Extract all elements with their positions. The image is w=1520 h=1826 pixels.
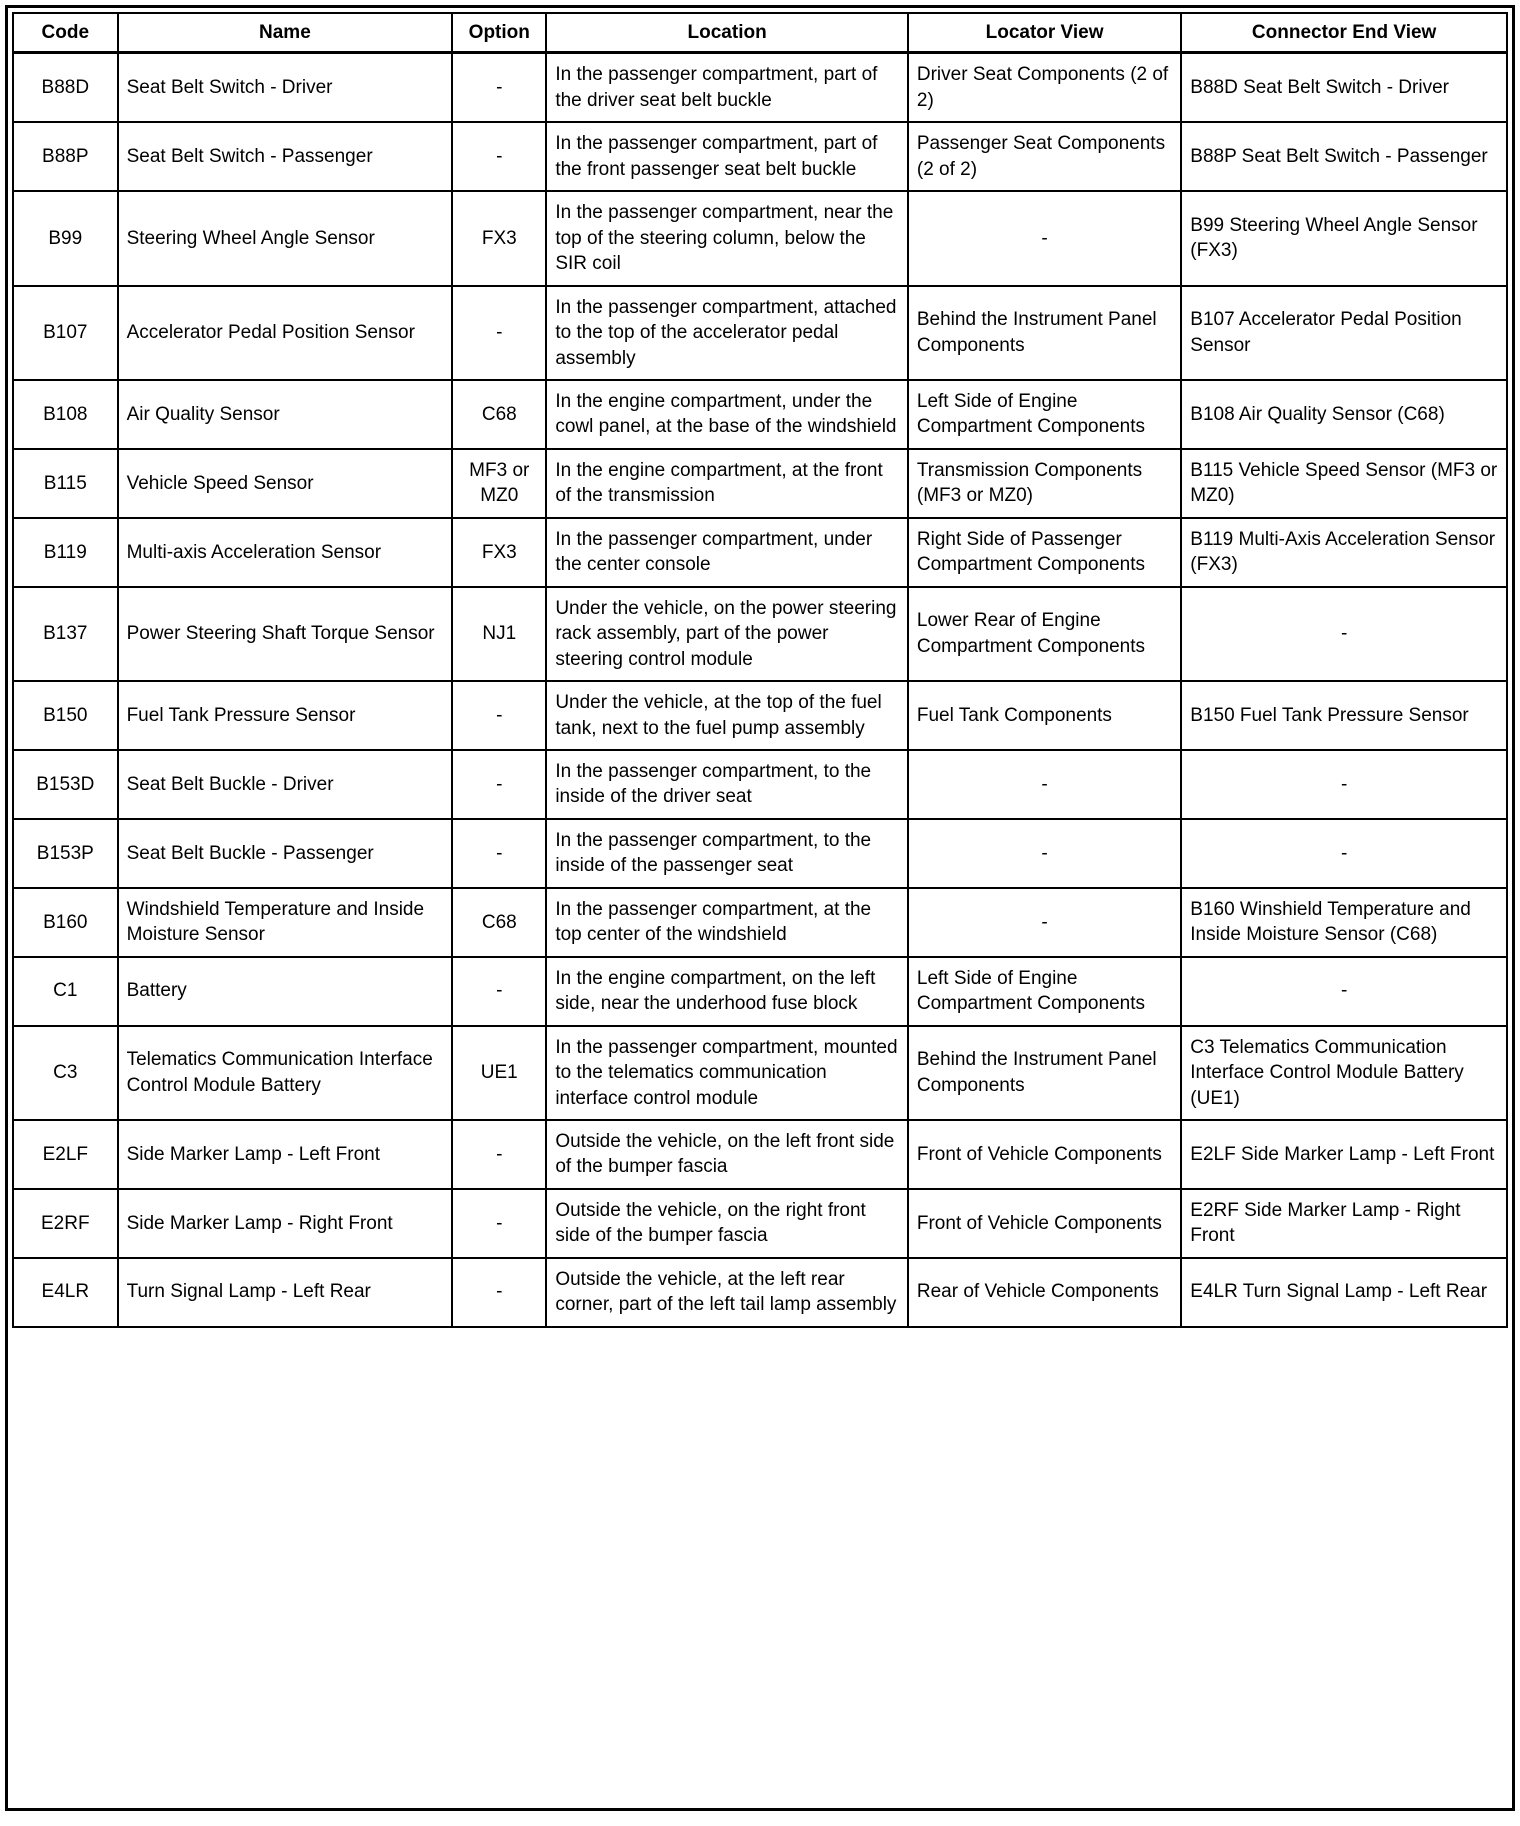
- cell-option: FX3: [452, 191, 546, 285]
- table-row: [13, 380, 1507, 449]
- table-row: [13, 587, 1507, 681]
- cell-locator-view: -: [908, 750, 1181, 819]
- cell-location: In the passenger compartment, at the top center of the windshield: [546, 888, 908, 957]
- cell-connector-end-view: B160 Winshield Temperature and Inside Moisture Sensor (C68): [1181, 888, 1507, 957]
- cell-connector-end-view: -: [1181, 957, 1507, 1026]
- cell-locator-view: Behind the Instrument Panel Components: [908, 1026, 1181, 1120]
- cell-connector-end-view: E2RF Side Marker Lamp - Right Front: [1181, 1189, 1507, 1258]
- cell-code: B153P: [13, 819, 118, 888]
- cell-connector-end-view: B99 Steering Wheel Angle Sensor (FX3): [1181, 191, 1507, 285]
- table-row: [13, 1120, 1507, 1189]
- cell-locator-view: -: [908, 819, 1181, 888]
- cell-location: In the passenger compartment, under the center console: [546, 518, 908, 587]
- cell-connector-end-view: B88P Seat Belt Switch - Passenger: [1181, 122, 1507, 191]
- cell-option: C68: [452, 380, 546, 449]
- cell-option: FX3: [452, 518, 546, 587]
- cell-location: In the engine compartment, under the cowl panel, at the base of the windshield: [546, 380, 908, 449]
- cell-option: C68: [452, 888, 546, 957]
- cell-locator-view: Fuel Tank Components: [908, 681, 1181, 750]
- cell-location: Outside the vehicle, at the left rear corner, part of the left tail lamp assembly: [546, 1258, 908, 1327]
- cell-option: -: [452, 1258, 546, 1327]
- cell-name: Steering Wheel Angle Sensor: [118, 191, 453, 285]
- table-row: [13, 681, 1507, 750]
- cell-name: Windshield Temperature and Inside Moisture Sensor: [118, 888, 453, 957]
- cell-locator-view: Front of Vehicle Components: [908, 1120, 1181, 1189]
- cell-locator-view: Behind the Instrument Panel Components: [908, 286, 1181, 380]
- cell-location: Under the vehicle, at the top of the fuel tank, next to the fuel pump assembly: [546, 681, 908, 750]
- cell-location: In the engine compartment, on the left side, near the underhood fuse block: [546, 957, 908, 1026]
- header-location: Location: [546, 13, 908, 53]
- cell-code: B115: [13, 449, 118, 518]
- cell-location: In the passenger compartment, mounted to the telematics communication interface control module: [546, 1026, 908, 1120]
- cell-locator-view: Passenger Seat Components (2 of 2): [908, 122, 1181, 191]
- cell-code: E2RF: [13, 1189, 118, 1258]
- cell-location: In the passenger compartment, part of the front passenger seat belt buckle: [546, 122, 908, 191]
- cell-connector-end-view: E4LR Turn Signal Lamp - Left Rear: [1181, 1258, 1507, 1327]
- cell-code: B119: [13, 518, 118, 587]
- cell-name: Power Steering Shaft Torque Sensor: [118, 587, 453, 681]
- cell-location: In the passenger compartment, to the inside of the driver seat: [546, 750, 908, 819]
- cell-code: B150: [13, 681, 118, 750]
- cell-name: Battery: [118, 957, 453, 1026]
- cell-location: Outside the vehicle, on the left front side of the bumper fascia: [546, 1120, 908, 1189]
- cell-code: E2LF: [13, 1120, 118, 1189]
- cell-location: Under the vehicle, on the power steering rack assembly, part of the power steering control module: [546, 587, 908, 681]
- cell-location: In the passenger compartment, attached to the top of the accelerator pedal assembly: [546, 286, 908, 380]
- cell-location: In the engine compartment, at the front of the transmission: [546, 449, 908, 518]
- table-row: [13, 750, 1507, 819]
- cell-locator-view: Right Side of Passenger Compartment Components: [908, 518, 1181, 587]
- cell-option: -: [452, 1120, 546, 1189]
- cell-name: Air Quality Sensor: [118, 380, 453, 449]
- cell-code: B137: [13, 587, 118, 681]
- cell-code: B88D: [13, 53, 118, 122]
- cell-option: MF3 or MZ0: [452, 449, 546, 518]
- header-code: Code: [13, 13, 118, 53]
- cell-option: -: [452, 1189, 546, 1258]
- cell-locator-view: -: [908, 191, 1181, 285]
- header-option: Option: [452, 13, 546, 53]
- table-row: [13, 888, 1507, 957]
- table-row: [13, 53, 1507, 122]
- cell-option: -: [452, 286, 546, 380]
- component-location-table: [12, 12, 1508, 1328]
- cell-locator-view: Lower Rear of Engine Compartment Components: [908, 587, 1181, 681]
- cell-connector-end-view: B115 Vehicle Speed Sensor (MF3 or MZ0): [1181, 449, 1507, 518]
- cell-code: B99: [13, 191, 118, 285]
- cell-location: In the passenger compartment, near the top of the steering column, below the SIR coil: [546, 191, 908, 285]
- cell-option: UE1: [452, 1026, 546, 1120]
- cell-connector-end-view: -: [1181, 819, 1507, 888]
- table-row: [13, 1026, 1507, 1120]
- cell-connector-end-view: -: [1181, 587, 1507, 681]
- cell-locator-view: Driver Seat Components (2 of 2): [908, 53, 1181, 122]
- table-row: [13, 449, 1507, 518]
- cell-connector-end-view: B88D Seat Belt Switch - Driver: [1181, 53, 1507, 122]
- cell-name: Side Marker Lamp - Left Front: [118, 1120, 453, 1189]
- cell-connector-end-view: B150 Fuel Tank Pressure Sensor: [1181, 681, 1507, 750]
- cell-option: -: [452, 957, 546, 1026]
- cell-code: B160: [13, 888, 118, 957]
- cell-connector-end-view: E2LF Side Marker Lamp - Left Front: [1181, 1120, 1507, 1189]
- header-row: [13, 13, 1507, 53]
- cell-name: Multi-axis Acceleration Sensor: [118, 518, 453, 587]
- cell-connector-end-view: B107 Accelerator Pedal Position Sensor: [1181, 286, 1507, 380]
- table-row: [13, 191, 1507, 285]
- cell-code: E4LR: [13, 1258, 118, 1327]
- cell-location: In the passenger compartment, to the inside of the passenger seat: [546, 819, 908, 888]
- cell-connector-end-view: -: [1181, 750, 1507, 819]
- cell-location: Outside the vehicle, on the right front side of the bumper fascia: [546, 1189, 908, 1258]
- table-row: [13, 122, 1507, 191]
- cell-code: C3: [13, 1026, 118, 1120]
- table-row: [13, 1258, 1507, 1327]
- cell-locator-view: Left Side of Engine Compartment Components: [908, 957, 1181, 1026]
- cell-code: B88P: [13, 122, 118, 191]
- table-row: [13, 286, 1507, 380]
- cell-name: Vehicle Speed Sensor: [118, 449, 453, 518]
- cell-name: Fuel Tank Pressure Sensor: [118, 681, 453, 750]
- cell-locator-view: Left Side of Engine Compartment Components: [908, 380, 1181, 449]
- cell-code: C1: [13, 957, 118, 1026]
- cell-locator-view: -: [908, 888, 1181, 957]
- cell-connector-end-view: B119 Multi-Axis Acceleration Sensor (FX3): [1181, 518, 1507, 587]
- cell-name: Seat Belt Switch - Driver: [118, 53, 453, 122]
- cell-code: B153D: [13, 750, 118, 819]
- cell-connector-end-view: B108 Air Quality Sensor (C68): [1181, 380, 1507, 449]
- cell-option: NJ1: [452, 587, 546, 681]
- cell-name: Seat Belt Switch - Passenger: [118, 122, 453, 191]
- cell-code: B108: [13, 380, 118, 449]
- cell-locator-view: Transmission Components (MF3 or MZ0): [908, 449, 1181, 518]
- table-row: [13, 518, 1507, 587]
- cell-name: Accelerator Pedal Position Sensor: [118, 286, 453, 380]
- cell-name: Seat Belt Buckle - Driver: [118, 750, 453, 819]
- cell-locator-view: Front of Vehicle Components: [908, 1189, 1181, 1258]
- header-connector-end-view: Connector End View: [1181, 13, 1507, 53]
- cell-code: B107: [13, 286, 118, 380]
- table-body: [13, 53, 1507, 1327]
- cell-option: -: [452, 819, 546, 888]
- cell-locator-view: Rear of Vehicle Components: [908, 1258, 1181, 1327]
- header-name: Name: [118, 13, 453, 53]
- page-frame: [5, 5, 1515, 1811]
- cell-option: -: [452, 122, 546, 191]
- cell-option: -: [452, 53, 546, 122]
- header-locator-view: Locator View: [908, 13, 1181, 53]
- cell-option: -: [452, 750, 546, 819]
- cell-name: Turn Signal Lamp - Left Rear: [118, 1258, 453, 1327]
- table-row: [13, 1189, 1507, 1258]
- cell-name: Seat Belt Buckle - Passenger: [118, 819, 453, 888]
- table-row: [13, 819, 1507, 888]
- cell-location: In the passenger compartment, part of the driver seat belt buckle: [546, 53, 908, 122]
- cell-name: Side Marker Lamp - Right Front: [118, 1189, 453, 1258]
- cell-name: Telematics Communication Interface Control Module Battery: [118, 1026, 453, 1120]
- table-row: [13, 957, 1507, 1026]
- cell-option: -: [452, 681, 546, 750]
- cell-connector-end-view: C3 Telematics Communication Interface Control Module Battery (UE1): [1181, 1026, 1507, 1120]
